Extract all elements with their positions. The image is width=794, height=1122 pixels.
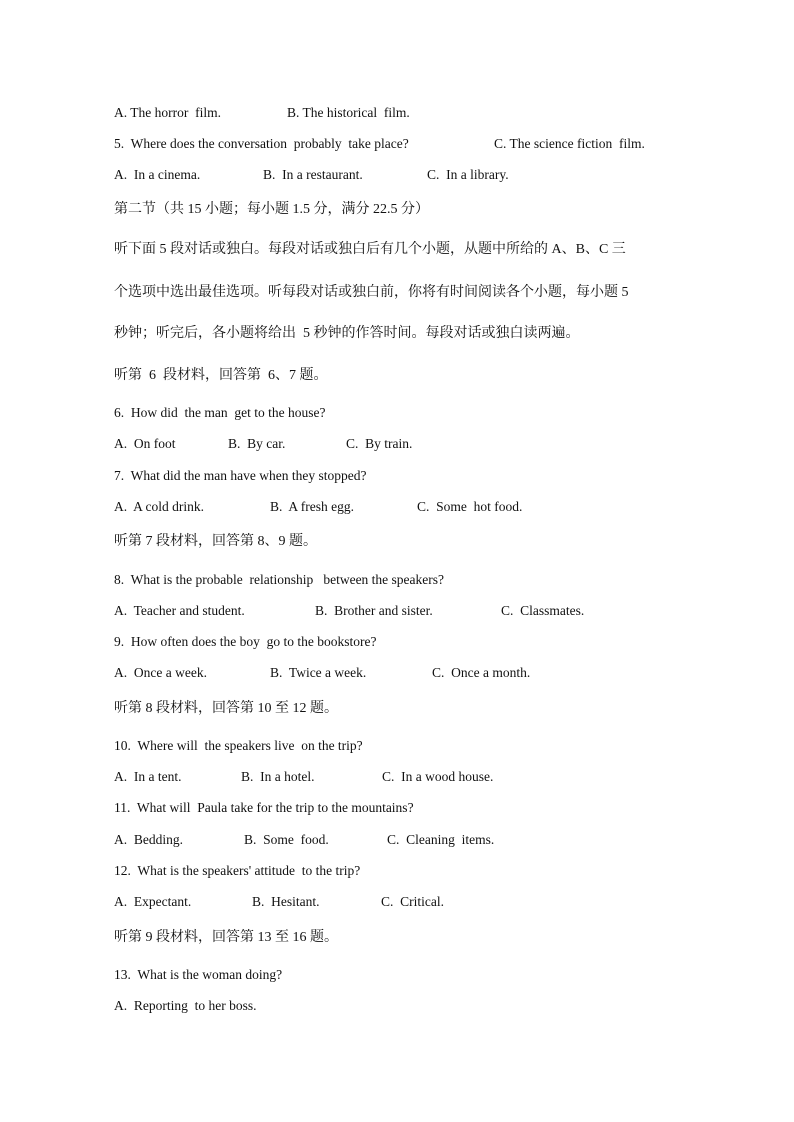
answer-option: B. Brother and sister.: [315, 603, 433, 618]
section-heading-text: 听第 6 段材料，回答第 6、7 题。: [114, 368, 328, 383]
section-heading-text: 秒钟；听完后，各小题将给出 5 秒钟的作答时间。每段对话或独白读两遍。: [114, 326, 580, 341]
question-line: A. In a tent.: [114, 769, 182, 784]
question-line: A. A cold drink.: [114, 499, 204, 514]
question-line: 6. How did the man get to the house?: [114, 405, 326, 420]
section-heading-text: 第二节（共 15 小题；每小题 1.5 分，满分 22.5 分）: [114, 202, 429, 217]
answer-option: C. In a library.: [427, 167, 509, 182]
answer-option: B. In a restaurant.: [263, 167, 363, 182]
answer-option: C. Once a month.: [432, 665, 531, 680]
answer-option: B. The historical film.: [287, 105, 410, 120]
answer-option: C. Critical.: [381, 894, 444, 909]
question-line: A. Bedding.: [114, 832, 183, 847]
question-line: A. In a cinema.: [114, 167, 201, 182]
answer-option: B. In a hotel.: [241, 769, 315, 784]
answer-option: C. By train.: [346, 436, 413, 451]
answer-option: B. Twice a week.: [270, 665, 367, 680]
answer-option: C. The science fiction film.: [494, 136, 645, 151]
answer-option: C. Cleaning items.: [387, 832, 495, 847]
answer-option: B. Some food.: [244, 832, 329, 847]
section-heading-text: 个选项中选出最佳选项。听每段对话或独白前，你将有时间阅读各个小题，每小题 5: [114, 285, 629, 300]
question-line: 7. What did the man have when they stopped?: [114, 468, 367, 483]
section-heading-text: 听第 7 段材料，回答第 8、9 题。: [114, 534, 317, 549]
answer-option: C. Some hot food.: [417, 499, 523, 514]
question-line: 11. What will Paula take for the trip to the mountains?: [114, 800, 414, 815]
section-heading-text: 听下面 5 段对话或独白。每段对话或独白后有几个小题，从题中所给的 A、B、C 三: [114, 242, 626, 257]
question-line: A. Once a week.: [114, 665, 207, 680]
section-heading-text: 听第 9 段材料，回答第 13 至 16 题。: [114, 930, 338, 945]
question-line: 10. Where will the speakers live on the trip?: [114, 738, 363, 753]
question-line: 12. What is the speakers' attitude to the trip?: [114, 863, 361, 878]
question-line: A. The horror film.: [114, 105, 221, 120]
answer-option: B. By car.: [228, 436, 286, 451]
question-line: 8. What is the probable relationship between the speakers?: [114, 572, 445, 587]
answer-option: C. Classmates.: [501, 603, 585, 618]
question-line: 5. Where does the conversation probably take place?: [114, 136, 409, 151]
question-line: A. Reporting to her boss.: [114, 998, 257, 1013]
answer-option: C. In a wood house.: [382, 769, 494, 784]
question-line: 13. What is the woman doing?: [114, 967, 283, 982]
question-line: A. Expectant.: [114, 894, 192, 909]
section-heading-text: 听第 8 段材料，回答第 10 至 12 题。: [114, 701, 338, 716]
question-line: 9. How often does the boy go to the bookstore?: [114, 634, 377, 649]
answer-option: B. A fresh egg.: [270, 499, 354, 514]
question-line: A. On foot: [114, 436, 176, 451]
answer-option: B. Hesitant.: [252, 894, 320, 909]
question-line: A. Teacher and student.: [114, 603, 245, 618]
